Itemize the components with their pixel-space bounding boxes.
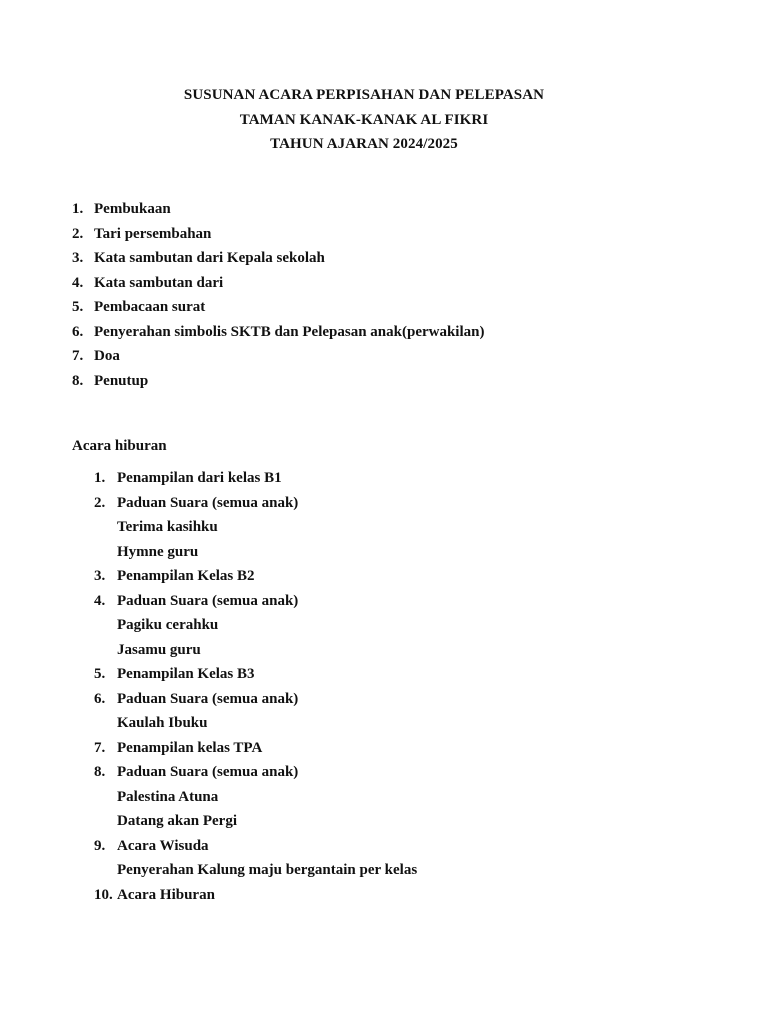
song-title: Pagiku cerahku — [117, 617, 219, 633]
item-number: 6. — [72, 323, 84, 340]
entertainment-item — [94, 494, 417, 519]
program-item — [72, 200, 484, 225]
entertainment-item — [94, 665, 417, 690]
program-item — [72, 298, 484, 323]
item-number: 3. — [72, 250, 84, 266]
item-number: 4. — [94, 592, 106, 609]
song-title: Hymne guru — [117, 543, 199, 560]
item-text: Paduan Suara (semua anak) — [117, 690, 299, 707]
item-number: 1. — [94, 470, 106, 486]
item-number: 7. — [94, 739, 106, 756]
title-line: TAMAN KANAK-KANAK AL FIKRI — [239, 111, 489, 128]
entertainment-item — [94, 567, 417, 592]
program-item — [72, 323, 484, 348]
item-text: Penampilan dari kelas B1 — [117, 470, 282, 486]
item-number: 8. — [94, 764, 106, 780]
item-number: 5. — [72, 299, 84, 315]
song-title: Palestina Atuna — [117, 788, 219, 805]
item-number: 3. — [94, 568, 106, 584]
document-title — [0, 86, 728, 160]
program-item — [72, 249, 484, 274]
program-item — [72, 225, 484, 250]
item-text: Paduan Suara (semua anak) — [117, 764, 299, 780]
entertainment-item — [94, 739, 417, 764]
item-number: 9. — [94, 837, 106, 854]
entertainment-item — [94, 690, 417, 715]
item-text: Pembukaan — [94, 201, 171, 217]
entertainment-item — [94, 763, 417, 788]
item-text: Acara Hiburan — [117, 886, 215, 903]
title-line: SUSUNAN ACARA PERPISAHAN DAN PELEPASAN — [183, 87, 545, 103]
item-text: Penampilan Kelas B2 — [117, 568, 255, 584]
item-number: 5. — [94, 666, 106, 682]
item-text: Doa — [94, 348, 120, 364]
program-item — [72, 274, 484, 299]
item-text: Acara Wisuda — [117, 837, 209, 854]
entertainment-item — [94, 886, 417, 911]
entertainment-item — [94, 469, 417, 494]
entertainment-item — [94, 837, 417, 862]
title-line: TAHUN AJARAN 2024/2025 — [270, 136, 458, 152]
item-text: Kata sambutan dari — [94, 274, 224, 291]
item-text: Penampilan kelas TPA — [117, 739, 263, 756]
item-text: Paduan Suara (semua anak) — [117, 494, 299, 511]
entertainment-heading: Acara hiburan — [72, 438, 167, 454]
song-title: Terima kasihku — [117, 519, 218, 535]
entertainment-list — [94, 469, 417, 910]
program-item — [72, 372, 484, 397]
item-number: 1. — [72, 201, 84, 217]
item-text: Tari persembahan — [94, 225, 212, 242]
item-text: Penutup — [94, 372, 149, 389]
item-text: Penyerahan simbolis SKTB dan Pelepasan anak(perwakilan) — [94, 323, 485, 340]
song-title: Datang akan Pergi — [117, 813, 237, 829]
item-number: 8. — [72, 372, 84, 389]
item-number: 7. — [72, 348, 84, 364]
song-title: Jasamu guru — [117, 641, 201, 658]
song-title: Kaulah Ibuku — [117, 715, 208, 731]
item-number: 2. — [94, 494, 106, 511]
program-item — [72, 347, 484, 372]
item-text: Penampilan Kelas B3 — [117, 666, 255, 682]
program-list — [72, 200, 484, 396]
item-number: 2. — [72, 225, 84, 242]
item-text: Paduan Suara (semua anak) — [117, 592, 299, 609]
song-title: Penyerahan Kalung maju bergantain per kelas — [117, 862, 418, 878]
item-text: Pembacaan surat — [94, 299, 206, 315]
item-text: Kata sambutan dari Kepala sekolah — [94, 250, 325, 266]
item-number: 6. — [94, 690, 106, 707]
entertainment-item — [94, 592, 417, 617]
item-number: 4. — [72, 274, 84, 291]
item-number: 10. — [94, 886, 113, 903]
